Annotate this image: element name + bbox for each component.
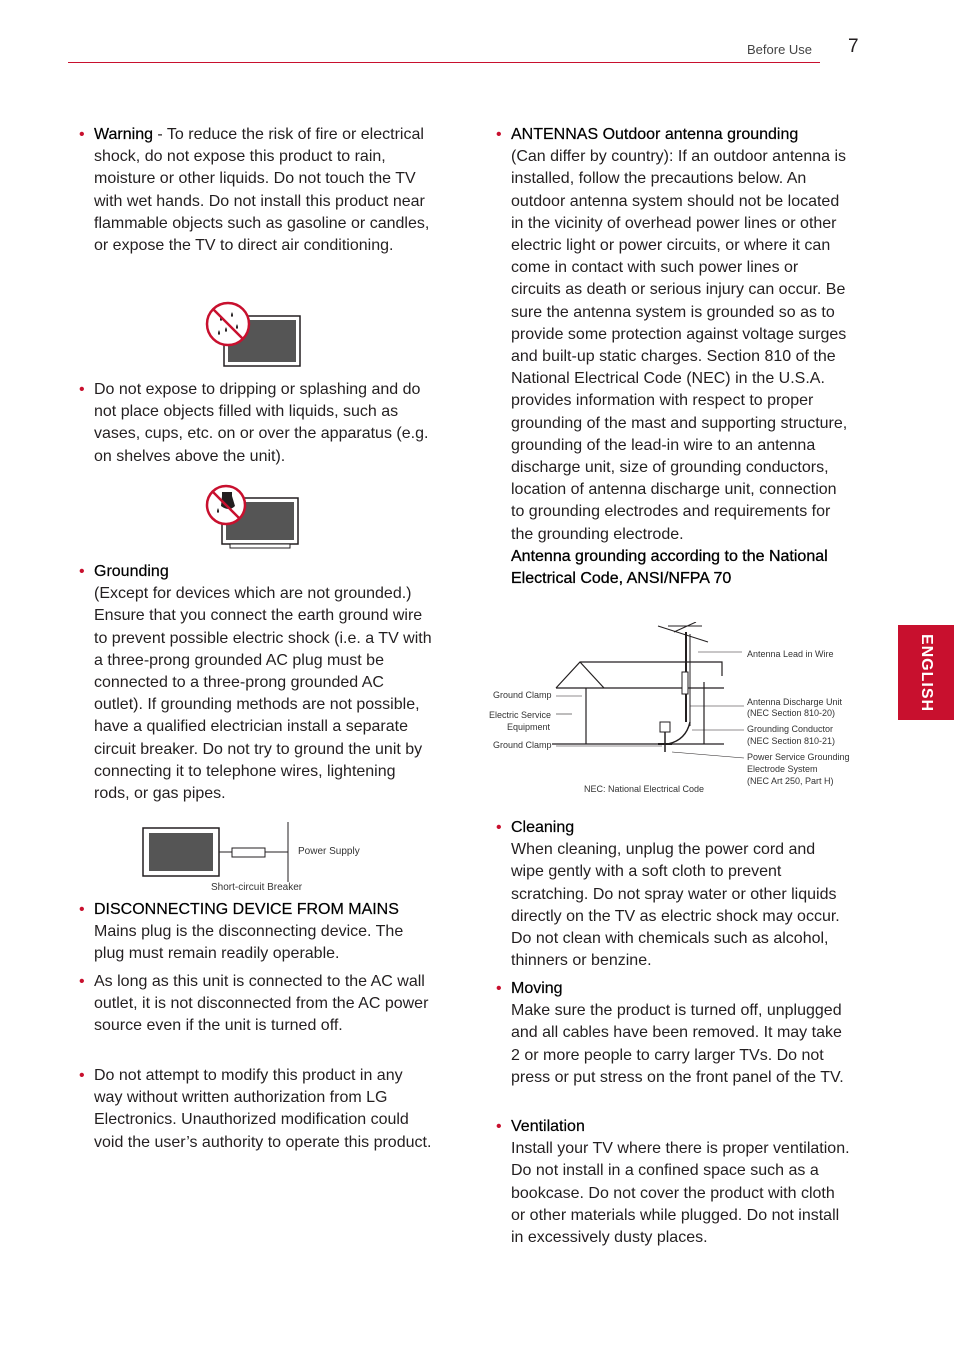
connected-item	[79, 971, 434, 1038]
no-vase-tv-icon	[204, 484, 304, 552]
discharge-label-2: (NEC Section 810-20)	[747, 708, 836, 718]
disconnect-term: DISCONNECTING DEVICE FROM MAINS	[94, 901, 399, 918]
antenna-grounding-diagram	[552, 622, 752, 772]
ground-clamp-label-1: Ground Clamp	[493, 690, 552, 700]
antenna-text: (Can differ by country): If an outdoor antenna is installed, follow the precautions below. An outdoor antenna system should not be located in the vicinity of overhead power lines or other electric light or power circuits, or where it can come in contact with such power lines or circuits as death or serious injury can occur. Be sure the antenna system is grounded so as to provide some protection against voltage surges and built-up static charges. Section 810 of the National Electrical Code (NEC) in the U.S.A. provides information with respect to proper grounding of the mast and supporting structure, grounding of the lead-in wire to an antenna discharge unit, size of grounding conductors, location of antenna discharge unit, connection to grounding electrodes and requirements for the grounding electrode.	[511, 148, 848, 543]
electrode-label-2: Electrode System	[747, 764, 818, 774]
grounding-term: Grounding	[94, 563, 169, 580]
antenna-subhead: Antenna grounding according to the National Electrical Code, ANSI/NFPA 70	[511, 547, 828, 588]
antenna-term: ANTENNAS Outdoor antenna grounding	[511, 126, 799, 143]
modify-item	[79, 1065, 434, 1154]
moving-item	[496, 978, 851, 1089]
running-header: Before Use	[747, 42, 813, 57]
ground-clamp-label-2: Ground Clamp	[493, 740, 552, 750]
disconnect-text: Mains plug is the disconnecting device. The plug must remain readily operable.	[94, 923, 404, 963]
warning-term: Warning	[94, 126, 153, 143]
moving-term: Moving	[511, 980, 563, 997]
bullet: •	[496, 1118, 502, 1135]
ventilation-term: Ventilation	[511, 1118, 585, 1135]
grounding-item	[79, 561, 434, 805]
electrode-label-3: (NEC Art 250, Part H)	[747, 776, 834, 786]
discharge-label-1: Antenna Discharge Unit	[747, 697, 843, 707]
cleaning-item	[496, 817, 851, 972]
language-tab	[898, 625, 954, 720]
warning-item	[79, 124, 434, 257]
ventilation-text: Install your TV where there is proper ventilation. Do not install in a confined space such as a bookcase. Do not cover the product with cloth or other materials while plugged. Do not install in excessively dusty places.	[511, 1140, 850, 1247]
nec-label: NEC: National Electrical Code	[584, 784, 705, 794]
antenna-item	[496, 124, 851, 590]
bullet: •	[496, 980, 502, 997]
connected-text: As long as this unit is connected to the AC wall outlet, it is not disconnected from the AC power source even if the unit is turned off.	[94, 973, 429, 1035]
bullet: •	[79, 901, 85, 918]
conductor-label-1: Grounding Conductor	[747, 724, 834, 734]
breaker-label: Short-circuit Breaker	[211, 882, 303, 893]
bullet: •	[79, 563, 85, 580]
disconnect-item	[79, 899, 434, 966]
bullet: •	[79, 1067, 85, 1084]
conductor-label-2: (NEC Section 810-21)	[747, 736, 836, 746]
bullet: •	[496, 126, 502, 143]
no-rain-tv-icon	[204, 300, 304, 372]
service-label-1: Electric Service	[489, 710, 552, 720]
grounding-text: (Except for devices which are not grounded.) Ensure that you connect the earth ground wire to prevent possible electric shock (i.e. a TV with a three-prong grounded AC plug must be connected to a three-prong grounded AC outlet). If grounding methods are not possible, have a qualified electrician install a separate circuit breaker. Do not try to ground the unit by connecting it to telephone wires, lightening rods, or gas pipes.	[94, 585, 432, 803]
lead-in-label: Antenna Lead in Wire	[747, 649, 834, 659]
language-tab-label: ENGLISH	[918, 633, 935, 712]
cleaning-text: When cleaning, unplug the power cord and wipe gently with a soft cloth to prevent scratching. Do not spray water or other liquids directly on the TV as electric shock may occur. Do not clean with chemicals such as alcohol, thinners or benzine.	[511, 841, 840, 970]
dripping-text: Do not expose to dripping or splashing and do not place objects filled with liquids, such as vases, cups, etc. on or over the apparatus (e.g. on shelves above the unit).	[94, 381, 429, 465]
bullet: •	[79, 973, 85, 990]
moving-text: Make sure the product is turned off, unplugged and all cables have been removed. It may take 2 or more people to carry larger TVs. Do not press or put stress on the front panel of the TV.	[511, 1002, 844, 1086]
modify-text: Do not attempt to modify this product in any way without written authorization from LG Electronics. Unauthorized modification could void the user’s authority to operate this product.	[94, 1067, 432, 1151]
warning-text: - To reduce the risk of fire or electrical shock, do not expose this product to rain, moisture or other liquids. Do not touch the TV with wet hands. Do not install this product near flammable objects such as gasoline or candles, or expose the TV to direct air conditioning.	[94, 126, 430, 255]
bullet: •	[79, 381, 85, 398]
cleaning-term: Cleaning	[511, 819, 575, 836]
power-supply-label: Power Supply	[298, 846, 360, 857]
ventilation-item	[496, 1116, 851, 1249]
header-rule	[68, 62, 820, 63]
bullet: •	[496, 819, 502, 836]
page-number: 7	[848, 36, 859, 57]
breaker-diagram	[140, 822, 300, 882]
electrode-label-1: Power Service Grounding	[747, 752, 850, 762]
service-label-2: Equipment	[507, 722, 551, 732]
dripping-item	[79, 379, 434, 468]
bullet: •	[79, 126, 85, 143]
